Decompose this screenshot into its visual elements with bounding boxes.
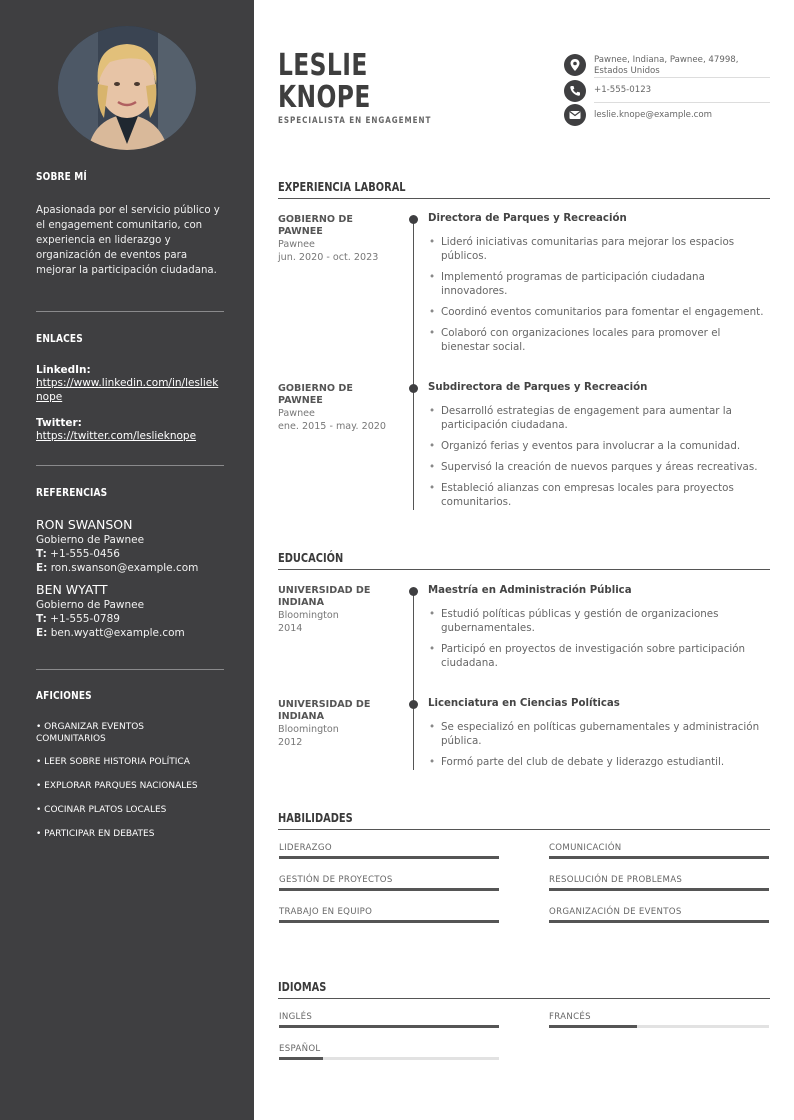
links-section <box>36 332 224 443</box>
divider <box>36 465 224 466</box>
timeline-dot <box>409 587 418 596</box>
about-title: SOBRE MÍ <box>36 170 87 183</box>
twitter-link[interactable]: https://twitter.com/leslieknope <box>36 430 197 442</box>
candidate-name: LESLIE KNOPE <box>278 48 371 115</box>
timeline-line <box>413 218 414 510</box>
divider <box>36 311 224 312</box>
language-item: FRANCÉS <box>549 1012 769 1028</box>
phone-icon <box>564 80 586 102</box>
job-title: Directora de Parques y Recreación <box>428 213 627 224</box>
hobby-item: • EXPLORAR PARQUES NACIONALES <box>36 781 198 791</box>
list-item: • Formó parte del club de debate y liderazgo estudiantil. <box>428 755 770 769</box>
list-item: • Coordinó eventos comunitarios para fomentar el engagement. <box>428 305 770 319</box>
skills-title: HABILIDADES <box>278 811 353 825</box>
list-item: • Organizó ferias y eventos para involucrar a la comunidad. <box>428 439 770 453</box>
hobby-item: • COCINAR PLATOS LOCALES <box>36 805 167 815</box>
skill-item: GESTIÓN DE PROYECTOS <box>279 875 499 891</box>
references-title: REFERENCIAS <box>36 486 108 499</box>
skill-bar <box>279 920 499 923</box>
experience-org: GOBIERNO DE PAWNEE Pawnee ene. 2015 - may. 2020 <box>278 383 387 432</box>
about-text: Apasionada por el servicio público y el engagement comunitario, con experiencia en liderazgo y organización de eventos para mejorar la participación ciudadana. <box>36 205 220 276</box>
skill-bar <box>549 920 769 923</box>
list-item: • Lideró iniciativas comunitarias para mejorar los espacios públicos. <box>428 235 770 263</box>
reference-phone: T: +1-555-0456 <box>36 548 120 560</box>
reference-name: BEN WYATT <box>36 582 108 597</box>
skill-item: ORGANIZACIÓN DE EVENTOS <box>549 907 769 923</box>
hobby-item: • ORGANIZAR EVENTOS COMUNITARIOS <box>36 722 145 744</box>
section-rule <box>278 998 770 999</box>
links-title: ENLACES <box>36 332 83 345</box>
reference-email: E: ben.wyatt@example.com <box>36 627 185 639</box>
linkedin-label: LinkedIn: <box>36 364 91 376</box>
mail-icon <box>564 104 586 126</box>
about-section <box>36 170 224 278</box>
education-org: UNIVERSIDAD DE INDIANA Bloomington 2014 <box>278 585 371 634</box>
twitter-label: Twitter: <box>36 417 82 429</box>
section-rule <box>278 198 770 199</box>
hobby-item: • PARTICIPAR EN DEBATES <box>36 829 155 839</box>
degree-bullets <box>428 607 770 677</box>
language-bar <box>549 1025 769 1028</box>
reference-item <box>36 517 224 574</box>
hobbies-title: AFICIONES <box>36 689 92 702</box>
education-title: EDUCACIÓN <box>278 551 344 565</box>
degree-title: Maestría en Administración Pública <box>428 585 632 596</box>
list-item: • Implementó programas de participación ciudadana innovadores. <box>428 270 770 298</box>
profile-photo <box>58 26 196 150</box>
reference-item <box>36 582 224 639</box>
job-bullets <box>428 404 770 516</box>
reference-org: Gobierno de Pawnee <box>36 534 145 546</box>
job-bullets <box>428 235 770 361</box>
divider <box>36 669 224 670</box>
reference-phone: T: +1-555-0789 <box>36 613 120 625</box>
timeline-dot <box>409 700 418 709</box>
list-item: • Desarrolló estrategias de engagement para aumentar la participación ciudadana. <box>428 404 770 432</box>
language-item: INGLÉS <box>279 1012 499 1028</box>
job-title: Subdirectora de Parques y Recreación <box>428 382 648 393</box>
list-item: • Estudió políticas públicas y gestión de organizaciones gubernamentales. <box>428 607 770 635</box>
skill-bar <box>279 856 499 859</box>
skill-item: COMUNICACIÓN <box>549 843 769 859</box>
skill-bar <box>549 888 769 891</box>
language-item: ESPAÑOL <box>279 1044 499 1060</box>
hobby-item: • LEER SOBRE HISTORIA POLÍTICA <box>36 757 190 767</box>
degree-title: Licenciatura en Ciencias Políticas <box>428 698 620 709</box>
location-pin-icon <box>564 54 586 76</box>
hobbies-section <box>36 689 224 839</box>
list-item: • Participó en proyectos de investigación sobre participación ciudadana. <box>428 642 770 670</box>
section-rule <box>278 829 770 830</box>
timeline-dot <box>409 384 418 393</box>
skill-bar <box>279 888 499 891</box>
language-bar <box>279 1057 499 1060</box>
reference-org: Gobierno de Pawnee <box>36 599 145 611</box>
degree-bullets <box>428 720 770 776</box>
reference-email: E: ron.swanson@example.com <box>36 562 199 574</box>
experience-title: EXPERIENCIA LABORAL <box>278 180 406 194</box>
list-item: • Se especializó en políticas gubernamentales y administración pública. <box>428 720 770 748</box>
resume-page: SOBRE MÍ Apasionada por el servicio público y el engagement comunitario, con experiencia en liderazgo y organización de eventos para mejorar la participación ciudadana. ENLACES LinkedIn: https://www.linkedin.com/in/leslieknope Twitter: https://twitter.com/leslieknope REFERENCIAS RON SWANSON Gobierno de Pawnee T: +1-555-0456 E: ron.swanson@example.com BEN WYATT Gobierno de Pawnee T: +1-555-0789 E: ben.wyatt@example.com AFICIONES • ORGANIZAR EVENTOS COMUNITARIOS • LEER SOBRE HISTORIA POLÍTICA • EXPLORAR PARQUES NACIONALES • COCINAR PLATOS LOCALES • PARTICIPAR EN DEBATES LESLIE KNOPE ESPECIALISTA EN ENGAGEMENT Pawnee, Indiana, Pawnee, 47998, Estados Unidos +1-555-0123 leslie.knope@example.com EXPERIENCIA LABORAL GOBIERNO DE PAWNEE Pawnee jun. 2020 - oct. 2023 Directora de Parques y Recreación • Lideró iniciativas comunitarias para mejorar los espacios públicos. • Implementó programas de participación ciudadana innovadores. • Coordinó eventos comunitarios para fomentar el engagement. • Colaboró con organizaciones locales para promover el bienestar social. GOBIERNO DE PAWNEE Pawnee ene. 2015 - may. 2020 Subdirectora de Parques y Recreación • Desarrolló estrategias de engagement para aumentar la participación ciudadana. • Organizó ferias y eventos para involucrar a la comunidad. • Supervisó la creación de nuevos parques y áreas recreativas. • Estableció alianzas con empresas locales para proyectos comunitarios. EDUCACIÓN UNIVERSIDAD DE INDIANA Bloomington 2014 Maestría en Administración Pública • Estudió políticas públicas y gestión de organizaciones gubernamentales. • Participó en proyectos de investigación sobre participación ciudadana. UNIVERSIDAD DE INDIANA Bloomington 2012 Licenciatura en Ciencias Políticas • Se especializó en políticas gubernamentales y administración pública. • Formó parte del club de debate y liderazgo estudiantil. HABILIDADES LIDERAZGO COMUNICACIÓN GESTIÓN DE PROYECTOS RESOLUCIÓN DE PROBLEMAS TRABAJO EN EQUIPO ORGANIZACIÓN DE EVENTOS IDIOMAS INGLÉS FRANCÉS ESPAÑOL <box>0 0 794 1120</box>
references-section <box>36 486 224 639</box>
timeline-dot <box>409 215 418 224</box>
reference-name: RON SWANSON <box>36 517 133 532</box>
skill-item: TRABAJO EN EQUIPO <box>279 907 499 923</box>
list-item: • Supervisó la creación de nuevos parques y áreas recreativas. <box>428 460 770 474</box>
list-item: • Colaboró con organizaciones locales para promover el bienestar social. <box>428 326 770 354</box>
timeline-line <box>413 590 414 770</box>
skill-item: LIDERAZGO <box>279 843 499 859</box>
skill-bar <box>549 856 769 859</box>
education-org: UNIVERSIDAD DE INDIANA Bloomington 2012 <box>278 699 371 748</box>
candidate-role: ESPECIALISTA EN ENGAGEMENT <box>278 116 432 126</box>
linkedin-link[interactable]: https://www.linkedin.com/in/leslieknope <box>36 377 219 403</box>
experience-org: GOBIERNO DE PAWNEE Pawnee jun. 2020 - oct. 2023 <box>278 214 379 263</box>
language-bar <box>279 1025 499 1028</box>
languages-title: IDIOMAS <box>278 980 327 994</box>
skill-item: RESOLUCIÓN DE PROBLEMAS <box>549 875 769 891</box>
sidebar <box>0 0 254 1120</box>
list-item: • Estableció alianzas con empresas locales para proyectos comunitarios. <box>428 481 770 509</box>
section-rule <box>278 569 770 570</box>
